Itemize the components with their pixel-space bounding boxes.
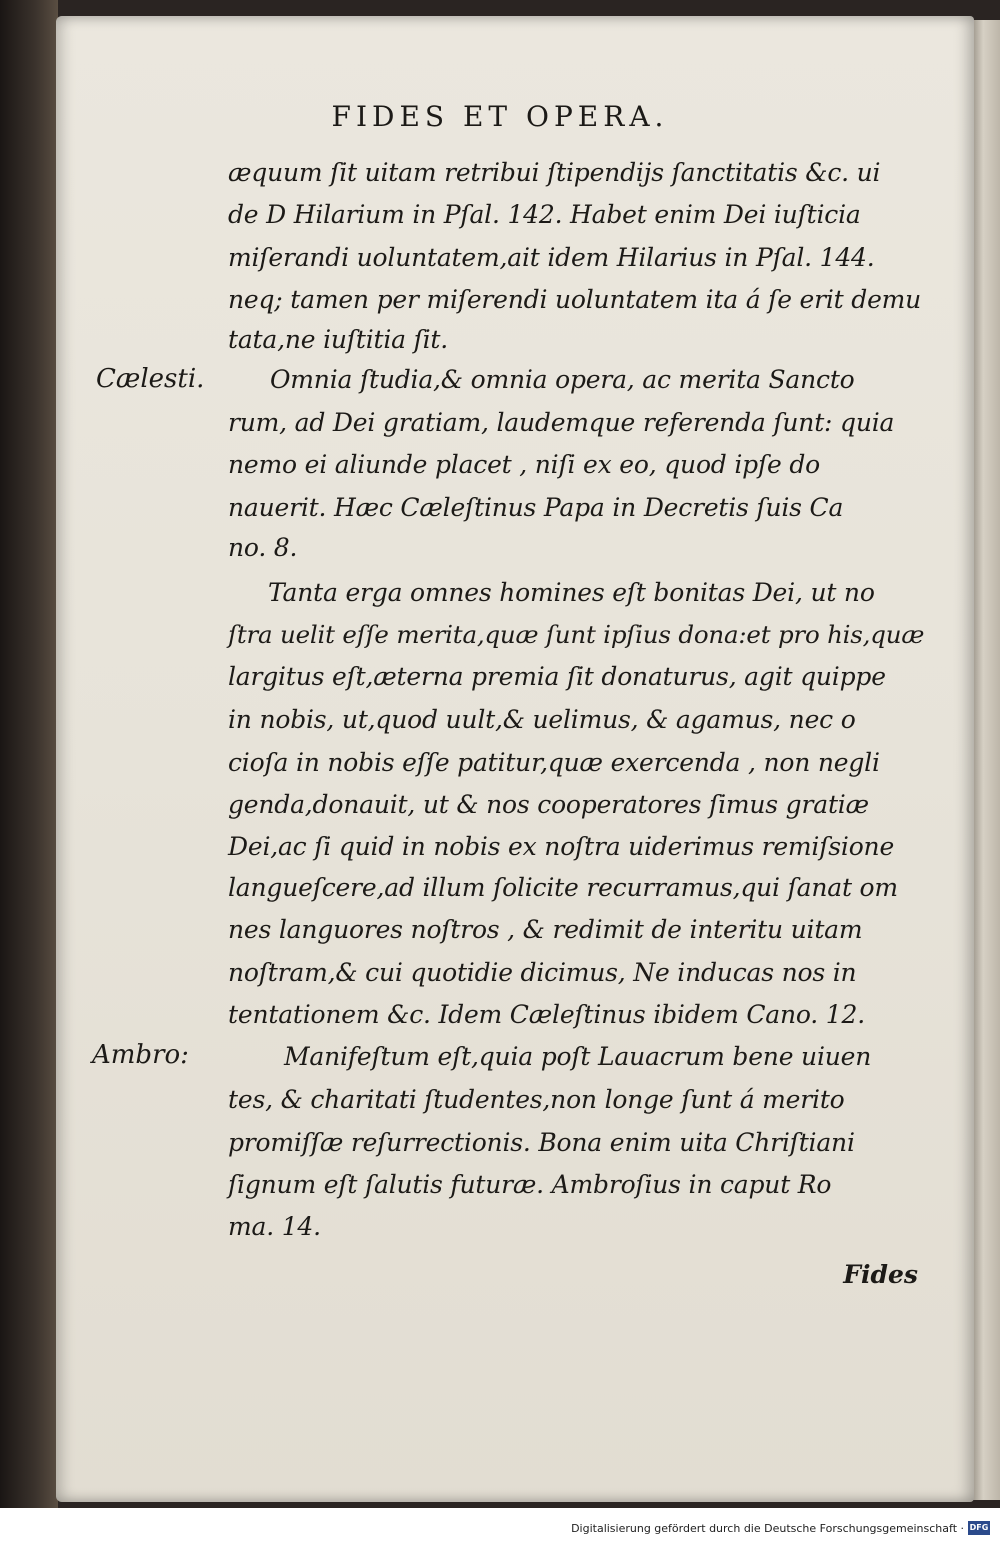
text-line: æquum ſit uitam retribui ſtipendijs ſanctitatis &c. ui xyxy=(228,158,881,187)
text-line: largitus eſt,æterna premia ſit donaturus, agit quippe xyxy=(228,662,886,691)
text-line: nauerit. Hæc Cæleſtinus Papa in Decretis ſuis Ca xyxy=(228,493,844,522)
text-line: tes, & charitati ſtudentes,non longe ſunt á merito xyxy=(228,1085,845,1114)
footer-credit: Digitalisierung gefördert durch die Deutsche Forschungsgemeinschaft · xyxy=(571,1522,964,1535)
text-line: ſignum eſt ſalutis futuræ. Ambroſius in caput Ro xyxy=(228,1170,832,1199)
catchword: Fides xyxy=(843,1260,918,1289)
text-line: nemo ei aliunde placet , niſi ex eo, quod ipſe do xyxy=(228,450,820,479)
page-edge xyxy=(972,20,1000,1500)
text-line: noſtram,& cui quotidie dicimus, Ne inducas nos in xyxy=(228,958,857,987)
text-line: nes languores noſtros , & redimit de interitu uitam xyxy=(228,915,863,944)
text-line: neq; tamen per miſerendi uoluntatem ita á ſe erit demu xyxy=(228,285,922,314)
text-line: langueſcere,ad illum ſolicite recurramus,qui ſanat om xyxy=(228,873,898,902)
margin-note: Ambro: xyxy=(92,1040,189,1070)
text-line: promiſſæ reſurrectionis. Bona enim uita Chriſtiani xyxy=(228,1128,855,1157)
dfg-logo: DFG xyxy=(968,1521,990,1535)
book-spine-shadow xyxy=(0,0,58,1548)
text-line: Dei,ac ſi quid in nobis ex noſtra uiderimus remiſsione xyxy=(228,832,895,861)
text-line: rum, ad Dei gratiam, laudemque referenda ſunt: quia xyxy=(228,408,895,437)
text-line: Manifeſtum eſt,quia poſt Lauacrum bene uiuen xyxy=(284,1042,872,1071)
text-line: miſerandi uoluntatem,ait idem Hilarius in Pſal. 144. xyxy=(228,243,875,272)
text-line: Tanta erga omnes homines eſt bonitas Dei, ut no xyxy=(268,578,875,607)
text-line: ma. 14. xyxy=(228,1212,321,1241)
margin-note: Cælesti. xyxy=(96,364,205,394)
text-line: tentationem &c. Idem Cæleſtinus ibidem Cano. 12. xyxy=(228,1000,865,1029)
text-line: cioſa in nobis eſſe patitur,quæ exercenda , non negli xyxy=(228,748,880,777)
text-line: de D Hilarium in Pſal. 142. Habet enim Dei iuſticia xyxy=(228,200,861,229)
text-line: no. 8. xyxy=(228,533,298,562)
text-line: tata,ne iuſtitia ſit. xyxy=(228,325,449,354)
text-line: genda,donauit, ut & nos cooperatores ſimus gratiæ xyxy=(228,790,869,819)
text-line: Omnia ſtudia,& omnia opera, ac merita Sancto xyxy=(270,365,855,394)
running-header: FIDES ET OPERA. xyxy=(331,100,669,133)
text-line: in nobis, ut,quod uult,& uelimus, & agamus, nec o xyxy=(228,705,856,734)
footer-bar xyxy=(0,1508,1000,1548)
text-line: ſtra uelit eſſe merita,quæ ſunt ipſius dona:et pro his,quæ xyxy=(228,620,925,649)
